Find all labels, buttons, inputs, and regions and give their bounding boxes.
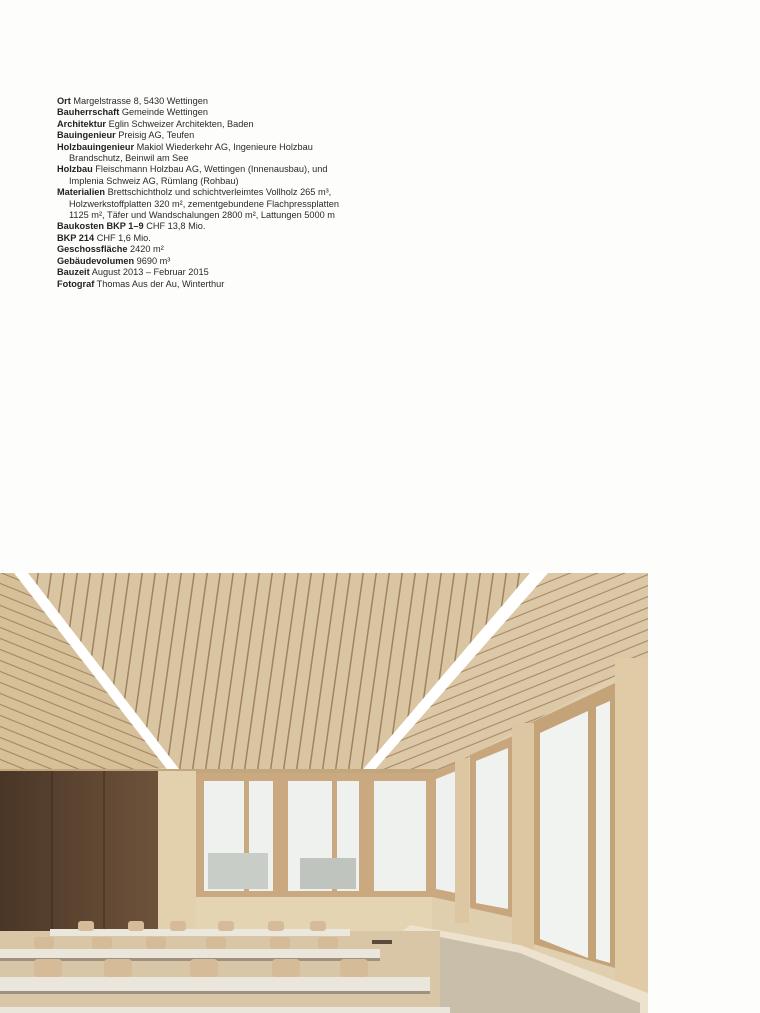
credit-value: 1125 m², Täfer und Wandschalungen 2800 m², Lattungen 5000 m [69, 210, 335, 221]
credit-holzbauingenieur-cont [57, 153, 387, 164]
credit-value: Implenia Schweiz AG, Rümlang (Rohbau) [69, 175, 239, 186]
credit-bauherrschaft [57, 107, 387, 118]
credit-value: Margelstrasse 8, 5430 Wettingen [73, 96, 208, 106]
credit-key: Geschossfläche [57, 244, 128, 255]
credit-value: Brettschichtholz und schichtverleimtes Vollholz 265 m³, [107, 187, 332, 198]
credit-key: Ort [57, 96, 71, 106]
project-credits [57, 96, 387, 290]
credit-value: Thomas Aus der Au, Winterthur [96, 278, 225, 289]
credit-key: Gebäudevolumen [57, 255, 135, 266]
credit-key: Holzbauingenieur [57, 141, 135, 152]
credit-architektur [57, 119, 387, 130]
credit-holzbau [57, 164, 387, 175]
credit-key: Holzbau [57, 164, 93, 175]
credit-baukosten [57, 221, 387, 232]
credit-key: BKP 214 [57, 232, 95, 243]
credit-geschossflaeche [57, 244, 387, 255]
credit-value: Gemeinde Wettingen [121, 107, 209, 118]
cabinet-wall [0, 771, 158, 931]
credit-key: Fotograf [57, 278, 95, 289]
credit-fotograf [57, 279, 387, 290]
credit-value: 9690 m³ [136, 255, 171, 266]
credit-key: Materialien [57, 187, 105, 198]
credit-value: August 2013 – Februar 2015 [91, 267, 209, 278]
credit-materialien-cont-2 [57, 210, 387, 221]
credit-value: Fleischmann Holzbau AG, Wettingen (Innenausbau), und [95, 164, 328, 175]
credit-value: Makiol Wiederkehr AG, Ingenieure Holzbau [136, 141, 313, 152]
credit-bauzeit [57, 267, 387, 278]
credit-holzbau-cont [57, 176, 387, 187]
credit-value: Holzwerkstoffplatten 320 m², zementgebundene Flachpressplatten [69, 198, 339, 209]
back-windows [196, 773, 432, 897]
credit-value: 2420 m² [130, 244, 164, 255]
credit-key: Bauingenieur [57, 130, 116, 141]
credit-holzbauingenieur [57, 142, 387, 153]
credit-key: Bauherrschaft [57, 107, 120, 118]
credit-key: Baukosten BKP 1–9 [57, 221, 144, 232]
credit-materialien [57, 187, 387, 198]
wall-column [158, 771, 196, 931]
stool [372, 940, 392, 944]
credit-value: Brandschutz, Beinwil am See [69, 153, 189, 164]
credit-gebaeudevolumen [57, 256, 387, 267]
credit-bkp214 [57, 233, 387, 244]
credit-materialien-cont-1 [57, 199, 387, 210]
credit-value: CHF 1,6 Mio. [96, 232, 151, 243]
credit-value: CHF 13,8 Mio. [146, 221, 206, 232]
credit-key: Bauzeit [57, 267, 90, 278]
credit-value: Eglin Schweizer Architekten, Baden [108, 118, 254, 129]
classroom-illustration [0, 573, 648, 1013]
credit-value: Preisig AG, Teufen [118, 130, 195, 141]
credit-key: Architektur [57, 118, 107, 129]
classroom-photo [0, 573, 648, 1013]
credit-ort [57, 96, 387, 107]
credit-bauingenieur [57, 130, 387, 141]
